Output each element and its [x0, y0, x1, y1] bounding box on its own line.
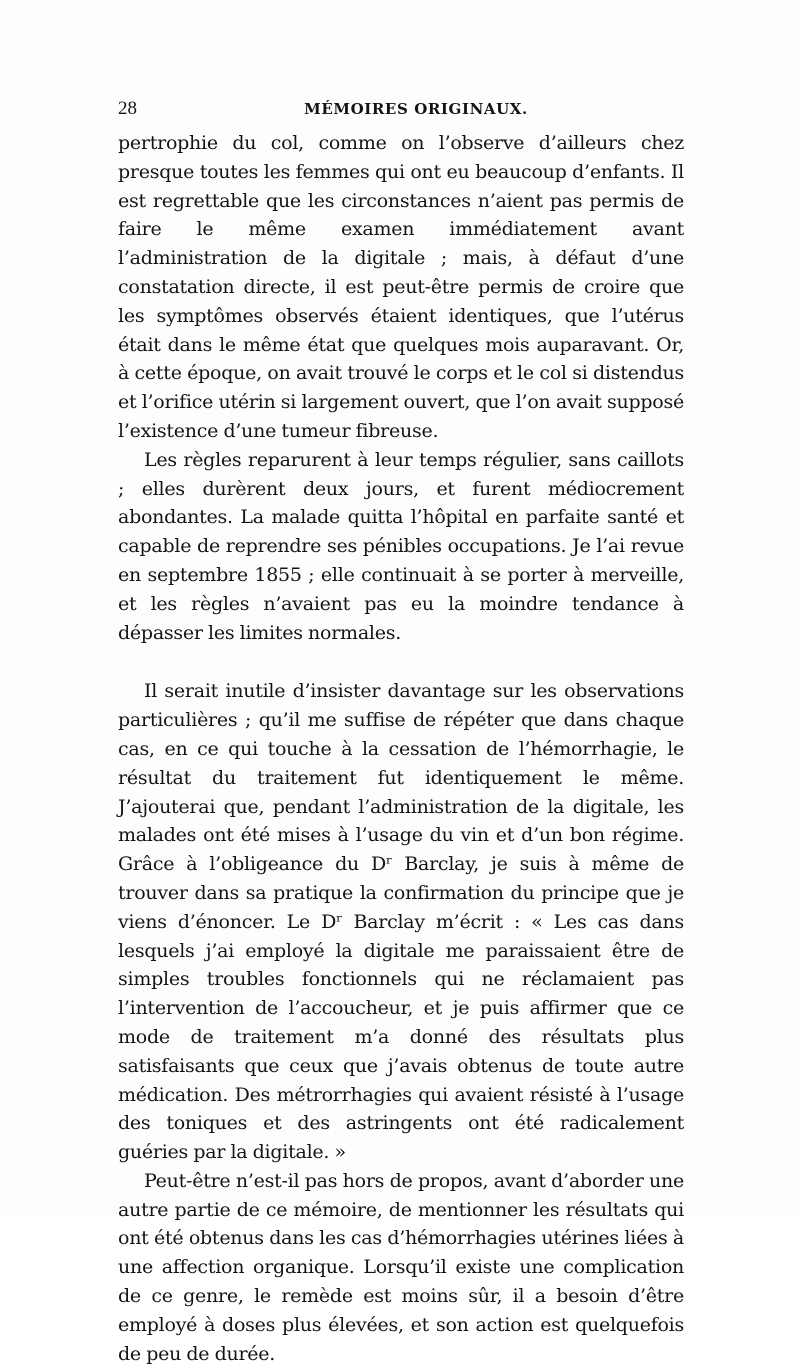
paragraph-affection-organique: Peut-être n’est-il pas hors de propos, avant d’aborder une autre partie de ce mémoire, de mentionner les résultats qui ont été obtenus dans les cas d’hémorrhagies utérines liées à une affection organique. Lorsqu’il existe une complication de ce genre, le remède est moins sûr, il a besoin d’être employé à doses plus élevées, et son action est quelquefois de peu de durée.: [118, 1169, 684, 1365]
running-title: MÉMOIRES ORIGINAUX.: [304, 100, 528, 118]
paragraph-continuation: pertrophie du col, comme on l’observe d’ailleurs chez presque toutes les femmes qui ont eu beaucoup d’enfants. Il est regrettable que les circonstances n’aient pas permis de faire le même examen immédiatement avant l’administration de la digitale ; mais, à défaut d’une constatation directe, il est peut-être permis de croire que les symptômes observés étaient identiques, que l’utérus était dans le même état que quelques mois auparavant. Or, à cette époque, on avait trouvé le corps et le col si distendus et l’orifice utérin si largement ouvert, que l’on avait supposé l’existence d’une tumeur fibreuse.: [118, 132, 684, 442]
page-number: 28: [118, 98, 137, 119]
paragraph-regles: Les règles reparurent à leur temps régulier, sans caillots ; elles durèrent deux jours, et furent médiocrement abondantes. La malade quitta l’hôpital en parfaite santé et capable de reprendre ses pénibles occupations. Je l’ai revue en septembre 1855 ; elle continuait à se porter à merveille, et les règles n’avaient pas eu la moindre tendance à dépasser les limites normales.: [118, 448, 684, 644]
body-text: [118, 129, 684, 1368]
running-head: [118, 98, 684, 124]
paragraph-observations: Il serait inutile d’insister davantage sur les observations particulières ; qu’il me suffise de répéter que dans chaque cas, en ce qui touche à la cessation de l’hémorrhagie, le résultat du traitement fut identiquement le même. J’ajouterai que, pendant l’administration de la digitale, les malades ont été mises à l’usage du vin et d’un bon régime. Grâce à l’obligeance du Dʳ Barclay, je suis à même de trouver dans sa pratique la confirmation du principe que je viens d’énoncer. Le Dʳ Barclay m’écrit : « Les cas dans lesquels j’ai employé la digitale me paraissaient être de simples troubles fonctionnels qui ne réclamaient pas l’intervention de l’accoucheur, et je puis affirmer que ce mode de traitement m’a donné des résultats plus satisfaisants que ceux que j’avais obtenus de toute autre médication. Des métrorrhagies qui avaient résisté à l’usage des toniques et des astringents ont été radicalement guéries par la digitale. »: [118, 680, 684, 1164]
